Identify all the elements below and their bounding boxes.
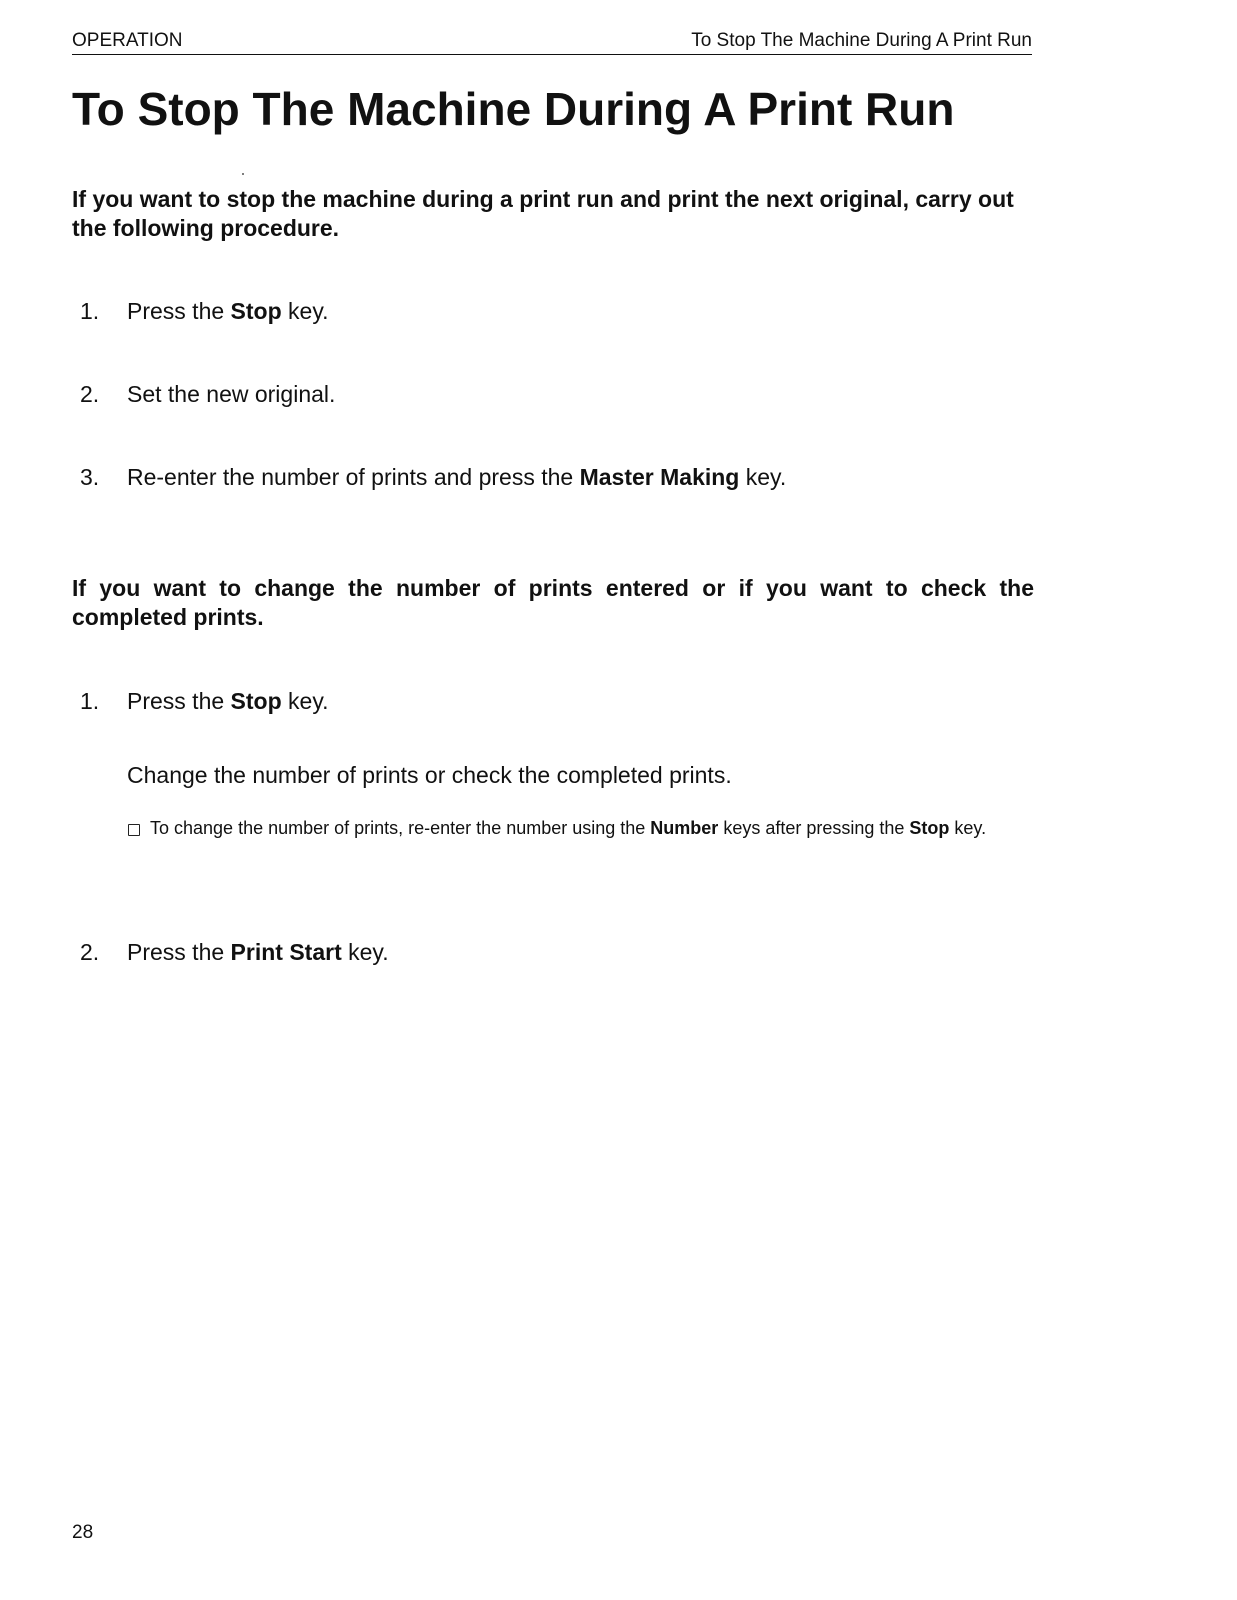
checkbox-bullet-icon	[128, 824, 140, 836]
step-text: Press the Stop key.	[127, 688, 329, 714]
step-number: 2.	[80, 381, 100, 407]
page-number: 28	[72, 1522, 94, 1543]
step-text: Set the new original.	[127, 381, 336, 407]
key-name: Stop	[230, 688, 282, 714]
header-section: OPERATION	[72, 30, 183, 51]
step-text: Press the Stop key.	[127, 298, 329, 324]
scan-speck	[242, 173, 244, 175]
page-header	[72, 28, 1032, 55]
step-number: 3.	[80, 464, 100, 490]
block2-intro: If you want to change the number of prints entered or if you want to check the completed prints.	[72, 575, 1034, 630]
block1-intro: If you want to stop the machine during a print run and print the next original, carry out the following procedure.	[72, 186, 1014, 241]
key-name: Number	[650, 818, 719, 838]
header-chapter: To Stop The Machine During A Print Run	[691, 30, 1032, 51]
step-number: 1.	[80, 298, 100, 324]
key-name: Print Start	[230, 939, 342, 965]
key-name: Master Making	[579, 464, 740, 490]
page-title: To Stop The Machine During A Print Run	[72, 83, 955, 135]
step-number: 2.	[80, 939, 100, 965]
step-text: Re-enter the number of prints and press the Master Making key.	[127, 464, 787, 490]
block2-step-1-detail: Change the number of prints or check the completed prints.	[127, 762, 732, 788]
note-text: To change the number of prints, re-enter the number using the Number keys after pressing the Stop key.	[150, 818, 987, 838]
key-name: Stop	[909, 818, 950, 838]
step-number: 1.	[80, 688, 100, 714]
step-text: Press the Print Start key.	[127, 939, 389, 965]
key-name: Stop	[230, 298, 282, 324]
